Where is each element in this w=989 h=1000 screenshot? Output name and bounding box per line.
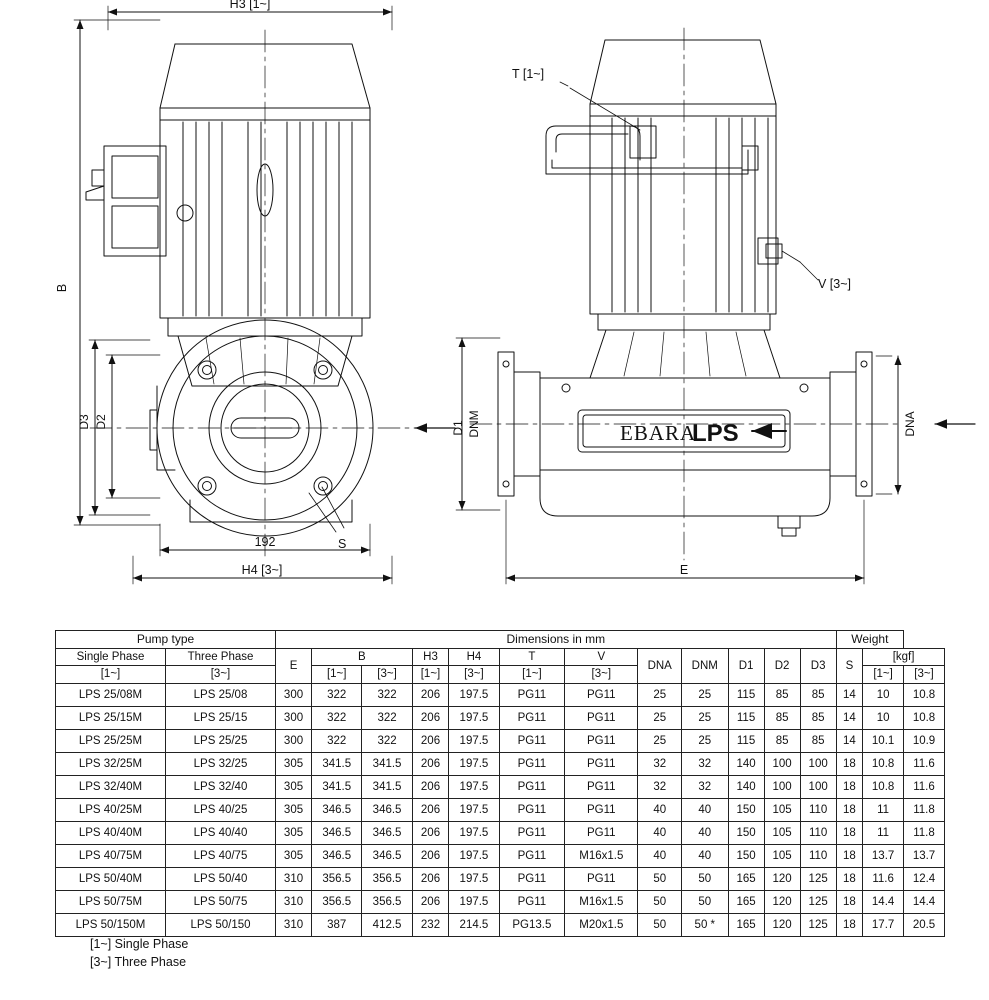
- cell-h3: 232: [412, 913, 449, 936]
- cell-s: 18: [836, 844, 863, 867]
- cell-w1: 10: [863, 706, 904, 729]
- cell-d1: 150: [728, 821, 764, 844]
- cell-w3: 11.8: [904, 821, 945, 844]
- dimensions-table: [55, 630, 945, 937]
- cell-h4: 197.5: [449, 775, 499, 798]
- cell-h3: 206: [412, 683, 449, 706]
- cell-d2: 105: [764, 821, 800, 844]
- cell-b1: 346.5: [312, 821, 362, 844]
- cell-w3: 11.8: [904, 798, 945, 821]
- cell-d1: 165: [728, 867, 764, 890]
- cell-t: PG11: [499, 844, 565, 867]
- cell-v: M20x1.5: [565, 913, 638, 936]
- cell-t: PG11: [499, 798, 565, 821]
- cell-dnm: 32: [682, 752, 729, 775]
- legend-single-phase: [1~] Single Phase: [90, 937, 189, 951]
- cell-t: PG11: [499, 706, 565, 729]
- cell-e: 300: [276, 729, 312, 752]
- header-col-b: B: [312, 649, 413, 666]
- cell-d2: 120: [764, 867, 800, 890]
- cell-single: LPS 50/150M: [56, 913, 166, 936]
- cell-d3: 125: [800, 890, 836, 913]
- cell-h4: 197.5: [449, 890, 499, 913]
- cell-b3: 412.5: [362, 913, 412, 936]
- cell-v: PG11: [565, 683, 638, 706]
- table-row: [56, 798, 945, 821]
- cell-s: 18: [836, 890, 863, 913]
- cell-v: PG11: [565, 798, 638, 821]
- cell-h4: 197.5: [449, 867, 499, 890]
- cell-d2: 85: [764, 683, 800, 706]
- dim-dnm-label: DNM: [467, 410, 481, 438]
- cell-dna: 32: [638, 775, 682, 798]
- cell-w3: 14.4: [904, 890, 945, 913]
- cell-single: LPS 40/25M: [56, 798, 166, 821]
- cell-w3: 10.8: [904, 683, 945, 706]
- cell-d3: 110: [800, 844, 836, 867]
- cell-dna: 50: [638, 867, 682, 890]
- cell-v: PG11: [565, 821, 638, 844]
- header-sub-b1: [1~]: [312, 666, 362, 683]
- cell-s: 14: [836, 706, 863, 729]
- header-col-v: V: [565, 649, 638, 666]
- cell-h3: 206: [412, 890, 449, 913]
- cell-h3: 206: [412, 729, 449, 752]
- cell-d1: 150: [728, 844, 764, 867]
- table-header-row-2: [56, 649, 945, 666]
- header-weight-unit: [kgf]: [863, 649, 945, 666]
- cell-single: LPS 50/40M: [56, 867, 166, 890]
- header-three-phase: Three Phase: [166, 649, 276, 666]
- cell-h4: 197.5: [449, 844, 499, 867]
- cell-dna: 50: [638, 890, 682, 913]
- cell-single: LPS 32/25M: [56, 752, 166, 775]
- cell-dna: 32: [638, 752, 682, 775]
- cell-b3: 341.5: [362, 752, 412, 775]
- cell-d2: 100: [764, 752, 800, 775]
- dim-192-label: 192: [254, 535, 276, 549]
- cell-b3: 322: [362, 683, 412, 706]
- cell-d1: 140: [728, 775, 764, 798]
- table-row: [56, 729, 945, 752]
- cell-e: 300: [276, 683, 312, 706]
- dim-b-label: B: [55, 283, 69, 293]
- cell-dna: 25: [638, 729, 682, 752]
- cell-d3: 85: [800, 729, 836, 752]
- cell-dnm: 25: [682, 683, 729, 706]
- dim-h4-label: H4 [3~]: [241, 563, 283, 577]
- table-row: [56, 867, 945, 890]
- cell-three: LPS 40/75: [166, 844, 276, 867]
- cell-b1: 322: [312, 729, 362, 752]
- cell-three: LPS 25/15: [166, 706, 276, 729]
- cell-three: LPS 25/25: [166, 729, 276, 752]
- cell-three: LPS 40/40: [166, 821, 276, 844]
- cell-b3: 346.5: [362, 821, 412, 844]
- cell-single: LPS 40/75M: [56, 844, 166, 867]
- cell-d3: 125: [800, 867, 836, 890]
- cell-t: PG11: [499, 752, 565, 775]
- cell-v: PG11: [565, 729, 638, 752]
- cell-dna: 40: [638, 798, 682, 821]
- cell-b1: 322: [312, 706, 362, 729]
- cell-h3: 206: [412, 798, 449, 821]
- table-row: [56, 821, 945, 844]
- cell-t: PG11: [499, 867, 565, 890]
- cell-w1: 10.1: [863, 729, 904, 752]
- cell-d2: 105: [764, 844, 800, 867]
- header-col-d2: D2: [764, 649, 800, 684]
- cell-d2: 85: [764, 706, 800, 729]
- cell-b1: 356.5: [312, 890, 362, 913]
- cell-h3: 206: [412, 775, 449, 798]
- cell-v: M16x1.5: [565, 890, 638, 913]
- cell-h3: 206: [412, 821, 449, 844]
- cell-b1: 346.5: [312, 798, 362, 821]
- cell-h4: 197.5: [449, 752, 499, 775]
- cell-single: LPS 25/08M: [56, 683, 166, 706]
- cell-w1: 13.7: [863, 844, 904, 867]
- cell-dnm: 50 *: [682, 913, 729, 936]
- cell-dnm: 32: [682, 775, 729, 798]
- cell-dna: 50: [638, 913, 682, 936]
- cell-b3: 322: [362, 729, 412, 752]
- cell-b3: 356.5: [362, 890, 412, 913]
- cell-single: LPS 32/40M: [56, 775, 166, 798]
- cell-h3: 206: [412, 844, 449, 867]
- cell-d3: 100: [800, 752, 836, 775]
- cell-w1: 14.4: [863, 890, 904, 913]
- cell-e: 305: [276, 821, 312, 844]
- cell-v: M16x1.5: [565, 844, 638, 867]
- cell-three: LPS 40/25: [166, 798, 276, 821]
- dim-d1-label: D1: [451, 420, 465, 436]
- cell-dnm: 40: [682, 821, 729, 844]
- header-col-dna: DNA: [638, 649, 682, 684]
- cell-dna: 40: [638, 821, 682, 844]
- cell-d3: 110: [800, 821, 836, 844]
- cell-h4: 197.5: [449, 683, 499, 706]
- cell-three: LPS 50/75: [166, 890, 276, 913]
- cell-t: PG11: [499, 821, 565, 844]
- cell-t: PG11: [499, 729, 565, 752]
- cell-h4: 214.5: [449, 913, 499, 936]
- cell-s: 18: [836, 775, 863, 798]
- cell-b1: 322: [312, 683, 362, 706]
- cell-three: LPS 32/40: [166, 775, 276, 798]
- cell-dna: 25: [638, 706, 682, 729]
- dim-s-label: S: [338, 537, 347, 551]
- cell-b1: 356.5: [312, 867, 362, 890]
- table-row: [56, 775, 945, 798]
- cell-d3: 125: [800, 913, 836, 936]
- cell-d2: 120: [764, 913, 800, 936]
- cell-b1: 346.5: [312, 844, 362, 867]
- cell-dnm: 25: [682, 706, 729, 729]
- cell-b1: 387: [312, 913, 362, 936]
- table-row: [56, 913, 945, 936]
- cell-d3: 85: [800, 683, 836, 706]
- cell-d3: 85: [800, 706, 836, 729]
- cell-s: 18: [836, 752, 863, 775]
- table-row: [56, 683, 945, 706]
- dim-h3-label: H3 [1~]: [229, 0, 271, 11]
- cell-h3: 206: [412, 867, 449, 890]
- header-sub-t: [1~]: [499, 666, 565, 683]
- cell-w3: 20.5: [904, 913, 945, 936]
- cell-h4: 197.5: [449, 706, 499, 729]
- cell-s: 18: [836, 798, 863, 821]
- cell-b3: 341.5: [362, 775, 412, 798]
- cell-w3: 11.6: [904, 752, 945, 775]
- header-dimensions: Dimensions in mm: [276, 631, 837, 649]
- cell-dnm: 40: [682, 844, 729, 867]
- cell-v: PG11: [565, 867, 638, 890]
- cell-s: 18: [836, 821, 863, 844]
- nameplate-brand: EBARA: [620, 421, 697, 445]
- header-single-mark: [1~]: [56, 666, 166, 683]
- cell-dnm: 40: [682, 798, 729, 821]
- cell-d2: 120: [764, 890, 800, 913]
- cell-three: LPS 25/08: [166, 683, 276, 706]
- header-weight: Weight: [836, 631, 903, 649]
- cell-d1: 165: [728, 913, 764, 936]
- header-col-d3: D3: [800, 649, 836, 684]
- cell-d2: 100: [764, 775, 800, 798]
- cell-e: 310: [276, 890, 312, 913]
- cell-d3: 100: [800, 775, 836, 798]
- phase-legend: [90, 935, 188, 971]
- cell-b3: 346.5: [362, 798, 412, 821]
- cell-h3: 206: [412, 752, 449, 775]
- cell-w1: 10.8: [863, 752, 904, 775]
- table-row: [56, 844, 945, 867]
- cell-d1: 115: [728, 683, 764, 706]
- cell-w3: 10.9: [904, 729, 945, 752]
- cell-e: 305: [276, 844, 312, 867]
- nameplate-model: LPS: [692, 420, 739, 447]
- cell-dnm: 50: [682, 890, 729, 913]
- leader-t-label: T [1~]: [512, 67, 545, 81]
- dim-d3-label: D3: [77, 414, 91, 430]
- cell-d1: 150: [728, 798, 764, 821]
- header-sub-w1: [1~]: [863, 666, 904, 683]
- cell-w1: 11: [863, 798, 904, 821]
- header-col-h3: H3: [412, 649, 449, 666]
- cell-w1: 10: [863, 683, 904, 706]
- cell-d2: 85: [764, 729, 800, 752]
- cell-s: 14: [836, 729, 863, 752]
- cell-h4: 197.5: [449, 798, 499, 821]
- cell-b3: 356.5: [362, 867, 412, 890]
- cell-v: PG11: [565, 706, 638, 729]
- header-sub-b3: [3~]: [362, 666, 412, 683]
- cell-w3: 12.4: [904, 867, 945, 890]
- dim-d2-label: D2: [94, 414, 108, 430]
- cell-e: 305: [276, 752, 312, 775]
- header-single-phase: Single Phase: [56, 649, 166, 666]
- cell-s: 18: [836, 867, 863, 890]
- cell-single: LPS 25/15M: [56, 706, 166, 729]
- cell-t: PG11: [499, 890, 565, 913]
- table-row: [56, 752, 945, 775]
- legend-three-phase: [3~] Three Phase: [90, 955, 187, 970]
- cell-b3: 322: [362, 706, 412, 729]
- header-col-t: T: [499, 649, 565, 666]
- cell-e: 300: [276, 706, 312, 729]
- cell-three: LPS 32/25: [166, 752, 276, 775]
- cell-three: LPS 50/40: [166, 867, 276, 890]
- cell-single: LPS 40/40M: [56, 821, 166, 844]
- cell-single: LPS 50/75M: [56, 890, 166, 913]
- cell-e: 310: [276, 867, 312, 890]
- header-col-h4: H4: [449, 649, 499, 666]
- cell-h3: 206: [412, 706, 449, 729]
- cell-dna: 25: [638, 683, 682, 706]
- dim-dna-label: DNA: [903, 411, 917, 437]
- header-pump-type: Pump type: [56, 631, 276, 649]
- cell-d1: 140: [728, 752, 764, 775]
- cell-v: PG11: [565, 752, 638, 775]
- cell-w3: 10.8: [904, 706, 945, 729]
- header-sub-v: [3~]: [565, 666, 638, 683]
- header-col-dnm: DNM: [682, 649, 729, 684]
- cell-e: 305: [276, 775, 312, 798]
- dimensions-table-wrap: [55, 630, 945, 937]
- table-body: [56, 683, 945, 936]
- header-col-d1: D1: [728, 649, 764, 684]
- cell-d1: 165: [728, 890, 764, 913]
- table-row: [56, 890, 945, 913]
- cell-d3: 110: [800, 798, 836, 821]
- cell-t: PG11: [499, 683, 565, 706]
- cell-h4: 197.5: [449, 821, 499, 844]
- cell-three: LPS 50/150: [166, 913, 276, 936]
- cell-b1: 341.5: [312, 752, 362, 775]
- header-sub-h3: [1~]: [412, 666, 449, 683]
- dim-e-label: E: [679, 563, 689, 577]
- cell-b1: 341.5: [312, 775, 362, 798]
- cell-h4: 197.5: [449, 729, 499, 752]
- cell-dna: 40: [638, 844, 682, 867]
- cell-w1: 11: [863, 821, 904, 844]
- cell-s: 14: [836, 683, 863, 706]
- header-sub-h4: [3~]: [449, 666, 499, 683]
- cell-d1: 115: [728, 729, 764, 752]
- cell-d2: 105: [764, 798, 800, 821]
- cell-w1: 17.7: [863, 913, 904, 936]
- header-col-e: E: [276, 649, 312, 684]
- cell-s: 18: [836, 913, 863, 936]
- header-sub-w3: [3~]: [904, 666, 945, 683]
- cell-e: 310: [276, 913, 312, 936]
- cell-w1: 10.8: [863, 775, 904, 798]
- cell-e: 305: [276, 798, 312, 821]
- cell-t: PG13.5: [499, 913, 565, 936]
- header-three-mark: [3~]: [166, 666, 276, 683]
- cell-w3: 11.6: [904, 775, 945, 798]
- cell-b3: 346.5: [362, 844, 412, 867]
- header-col-s: S: [836, 649, 863, 684]
- cell-dnm: 25: [682, 729, 729, 752]
- table-row: [56, 706, 945, 729]
- leader-v-label: V [3~]: [818, 277, 852, 291]
- cell-single: LPS 25/25M: [56, 729, 166, 752]
- cell-w3: 13.7: [904, 844, 945, 867]
- cell-v: PG11: [565, 775, 638, 798]
- cell-dnm: 50: [682, 867, 729, 890]
- table-header-row-1: [56, 631, 945, 649]
- cell-d1: 115: [728, 706, 764, 729]
- cell-w1: 11.6: [863, 867, 904, 890]
- cell-t: PG11: [499, 775, 565, 798]
